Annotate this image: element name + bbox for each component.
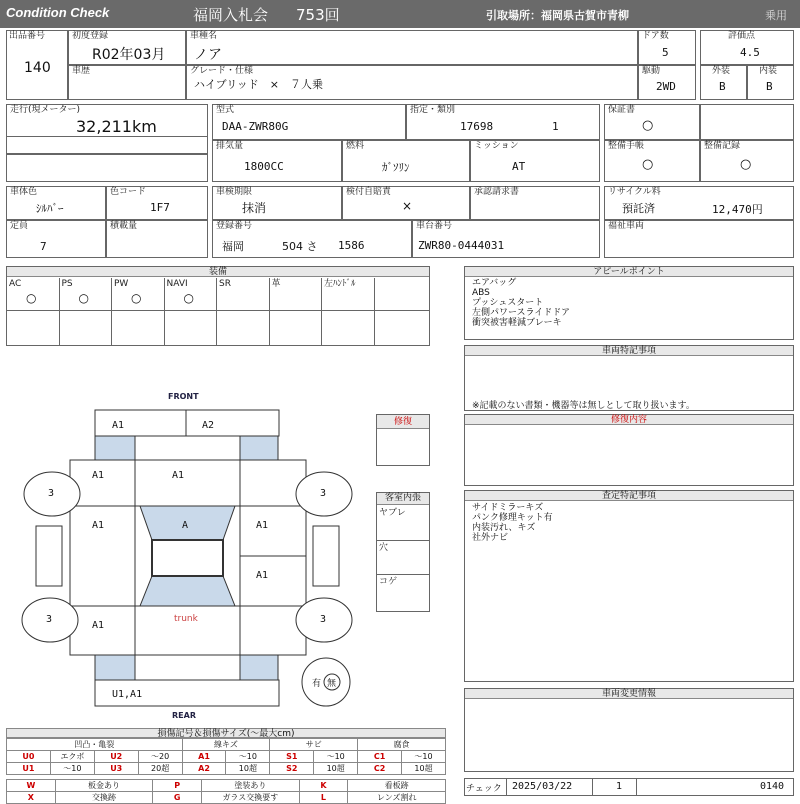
changes-title: 車両変更情報 (465, 689, 793, 699)
inspection-value: 抹消 (242, 201, 267, 215)
category-number: 1 (552, 120, 559, 133)
interior-grade-label: 内装 (759, 66, 778, 76)
legend-desc: 〜10 (226, 751, 270, 763)
capacity-label: 定員 (10, 221, 29, 231)
warranty-value: ○ (642, 118, 654, 133)
equipment-label: PS (61, 279, 73, 289)
pickup-location: 引取場所：福岡県古賀市青柳 (486, 9, 629, 22)
interior-grade-value: B (766, 80, 773, 93)
check-label: チェック (466, 784, 502, 794)
mileage-value: 32,211km (76, 117, 157, 136)
legend-group: 凹凸・亀裂 (7, 739, 183, 751)
lot-label: 出品番号 (9, 31, 46, 41)
exterior-label: 外装 (712, 66, 731, 76)
legend-desc: 10超 (314, 763, 358, 775)
inspector-list (472, 503, 553, 543)
equipment-value: ○ (78, 291, 89, 305)
legend-code: U1 (7, 763, 51, 775)
equipment-value: ○ (183, 291, 194, 305)
appeal-item: プッシュスタート (472, 298, 544, 308)
mark-roof: A (182, 520, 189, 531)
check-seq: 1 (616, 781, 623, 792)
legend-desc: 〜10 (402, 751, 446, 763)
capacity-value: 7 (40, 240, 47, 253)
history-label: 車歴 (72, 66, 91, 76)
legend-desc: 20超 (138, 763, 182, 775)
appeal-list (472, 278, 570, 328)
designation-value: 17698 (460, 120, 494, 133)
recycle-label: リサイクル料 (608, 187, 661, 197)
equipment-label: 革 (271, 279, 281, 289)
first-reg-value: R02年03月 (92, 47, 166, 63)
legend-desc: レンズ割れ (348, 792, 446, 804)
vehicle-category: 乗用 (765, 9, 787, 22)
changes-panel (464, 688, 794, 772)
check-code: 0140 (760, 781, 785, 792)
inspection-label: 車検期限 (216, 187, 253, 197)
exterior-value: B (719, 80, 726, 93)
mileage-label: 走行(現メーター) (10, 105, 81, 115)
mark-hood-center: A1 (172, 470, 185, 481)
score-value: 4.5 (740, 46, 760, 59)
interior-panel-title: 客室内張 (377, 493, 429, 505)
plate-area: 福岡 (222, 240, 244, 253)
legend-code: W (7, 780, 56, 792)
interior-row-burn: コゲ (379, 577, 398, 587)
color-label: 車体色 (10, 187, 38, 197)
interior-row-tear: ヤブレ (379, 508, 406, 518)
mark-quarter-rl: A1 (92, 620, 105, 631)
spare-label: 有 (312, 679, 322, 689)
legend-group: サビ (270, 739, 358, 751)
inspector-item: サイドミラーキズ (472, 503, 544, 513)
legend-title: 損傷記号＆損傷サイズ(〜最大cm) (6, 728, 446, 738)
equipment-label: AC (9, 279, 22, 289)
equipment-label: PW (114, 279, 129, 289)
legend-code: U0 (7, 751, 51, 763)
spare-circle: 無 (327, 679, 337, 689)
plate-class: 504 さ (282, 240, 318, 253)
doors-label: ドア数 (642, 31, 669, 41)
legend-desc: 〜10 (314, 751, 358, 763)
service-book-value: ○ (642, 157, 654, 172)
legend-code: A2 (182, 763, 226, 775)
legend-code: C2 (358, 763, 402, 775)
insurance-label: 検付自賠責 (346, 187, 392, 197)
mark-tire-rl: 3 (46, 614, 53, 625)
lot-number: 140 (24, 60, 51, 76)
model-box (186, 30, 638, 65)
drive-value: 2WD (656, 80, 676, 93)
transmission-label: ミッション (474, 141, 519, 151)
mark-tire-fr: 3 (320, 488, 327, 499)
car-diagram (0, 400, 370, 710)
legend-group: 線キズ (182, 739, 270, 751)
color-code-label: 色コード (110, 187, 147, 197)
legend-code: X (7, 792, 56, 804)
inspector-title: 査定特記事項 (465, 491, 793, 501)
auction-name: 福岡入札会 (193, 6, 269, 24)
displacement-value: 1800CC (244, 160, 284, 173)
load-label: 積載量 (110, 221, 138, 231)
score-label: 評価点 (728, 31, 756, 41)
legend-code: A1 (182, 751, 226, 763)
legend-desc: 10超 (226, 763, 270, 775)
drive-label: 駆動 (642, 66, 661, 76)
recycle-fee: 12,470円 (712, 203, 763, 216)
legend-code: U3 (94, 763, 138, 775)
equipment-title: 装備 (7, 267, 429, 277)
legend-desc: 塗装あり (202, 780, 300, 792)
fuel-label: 燃料 (346, 141, 365, 151)
interior-row-hole: 穴 (379, 543, 389, 553)
plate-number: 1586 (338, 239, 365, 252)
special-title: 車両特記事項 (465, 346, 793, 356)
insurance-value: × (402, 199, 413, 213)
service-book-label: 整備手帳 (608, 141, 645, 151)
displacement-label: 排気量 (216, 141, 244, 151)
type-label: 型式 (216, 105, 235, 115)
check-date: 2025/03/22 (512, 781, 573, 792)
model-value: ノア (194, 47, 222, 63)
equipment-value: ○ (131, 291, 142, 305)
repair-history-label: 修復 (377, 415, 429, 429)
legend-group: 腐食 (358, 739, 446, 751)
legend-desc: 看板跡 (348, 780, 446, 792)
model-label: 車種名 (190, 31, 218, 41)
mark-rear-bumper: U1,A1 (112, 689, 143, 700)
grade-value: ハイブリッド × ７人乗 (194, 78, 324, 91)
color-value: ｼﾙﾊﾞｰ (36, 202, 64, 215)
legend-code: U2 (94, 751, 138, 763)
trunk-label: trunk (174, 614, 198, 624)
mark-hood-left: A1 (92, 470, 105, 481)
warranty-label: 保証書 (608, 105, 636, 115)
front-label: FRONT (168, 392, 199, 401)
legend-desc: 〜20 (138, 751, 182, 763)
mark-door-fr: A1 (256, 520, 269, 531)
grade-label: グレード・仕様 (190, 66, 254, 76)
service-record-label: 整備記録 (704, 141, 741, 151)
appeal-title: アピールポイント (465, 267, 793, 277)
chassis-value: ZWR80-0444031 (418, 239, 505, 252)
appeal-item: ABS (472, 288, 490, 298)
doors-value: 5 (662, 46, 669, 59)
plate-label: 登録番号 (216, 221, 253, 231)
inspector-item: パンク修理キット有 (472, 513, 553, 523)
first-reg-label: 初度登録 (72, 31, 109, 41)
legend-code: S2 (270, 763, 314, 775)
welfare-label: 福祉車両 (608, 221, 645, 231)
legend-desc: 板金あり (55, 780, 153, 792)
mark-front-left: A1 (112, 420, 125, 431)
fuel-value: ｶﾞｿﾘﾝ (382, 161, 410, 174)
approval-label: 承認請求書 (474, 187, 520, 197)
legend-desc: ガラス交換要す (202, 792, 300, 804)
mark-front-right: A2 (202, 420, 215, 431)
appeal-item: エアバッグ (472, 278, 517, 288)
legend-desc: エクボ (50, 751, 94, 763)
equipment-table (6, 266, 430, 346)
brand-title: Condition Check (6, 5, 110, 20)
legend-code: P (153, 780, 202, 792)
chassis-label: 車台番号 (416, 221, 453, 231)
mark-door-fl: A1 (92, 520, 105, 531)
header-bar (0, 0, 800, 28)
legend-code: C1 (358, 751, 402, 763)
auction-session: 753回 (296, 6, 340, 24)
inspector-item: 内装汚れ、キズ (472, 523, 536, 533)
type-value: DAA-ZWR80G (222, 120, 289, 133)
mark-tire-rr: 3 (320, 614, 327, 625)
legend-code: K (299, 780, 348, 792)
equipment-value: ○ (26, 291, 37, 305)
mark-door-rr: A1 (256, 570, 269, 581)
recycle-status: 預託済 (622, 202, 655, 215)
transmission-value: AT (512, 160, 526, 173)
repair-detail-title: 修復内容 (465, 415, 793, 425)
legend-desc: 〜10 (50, 763, 94, 775)
legend-desc: 交換跡 (55, 792, 153, 804)
mark-tire-fl: 3 (48, 488, 55, 499)
legend-desc: 10超 (402, 763, 446, 775)
legend-code: S1 (270, 751, 314, 763)
rear-label: REAR (172, 711, 196, 720)
equipment-label: NAVI (166, 279, 188, 289)
special-note: ※記載のない書類・機器等は無しとして取り扱います。 (472, 401, 695, 411)
legend-code: L (299, 792, 348, 804)
inspector-item: 社外ナビ (472, 533, 509, 543)
appeal-item: 左側パワースライドドア (472, 308, 571, 318)
legend (6, 728, 446, 804)
equipment-label: 左ﾊﾝﾄﾞﾙ (324, 279, 356, 289)
color-code-value: 1F7 (150, 201, 170, 214)
equipment-label: SR (219, 279, 231, 289)
designation-label: 指定・類別 (410, 105, 456, 115)
service-record-value: ○ (740, 157, 752, 172)
appeal-item: 衝突被害軽減ブレーキ (472, 318, 562, 328)
legend-code: G (153, 792, 202, 804)
